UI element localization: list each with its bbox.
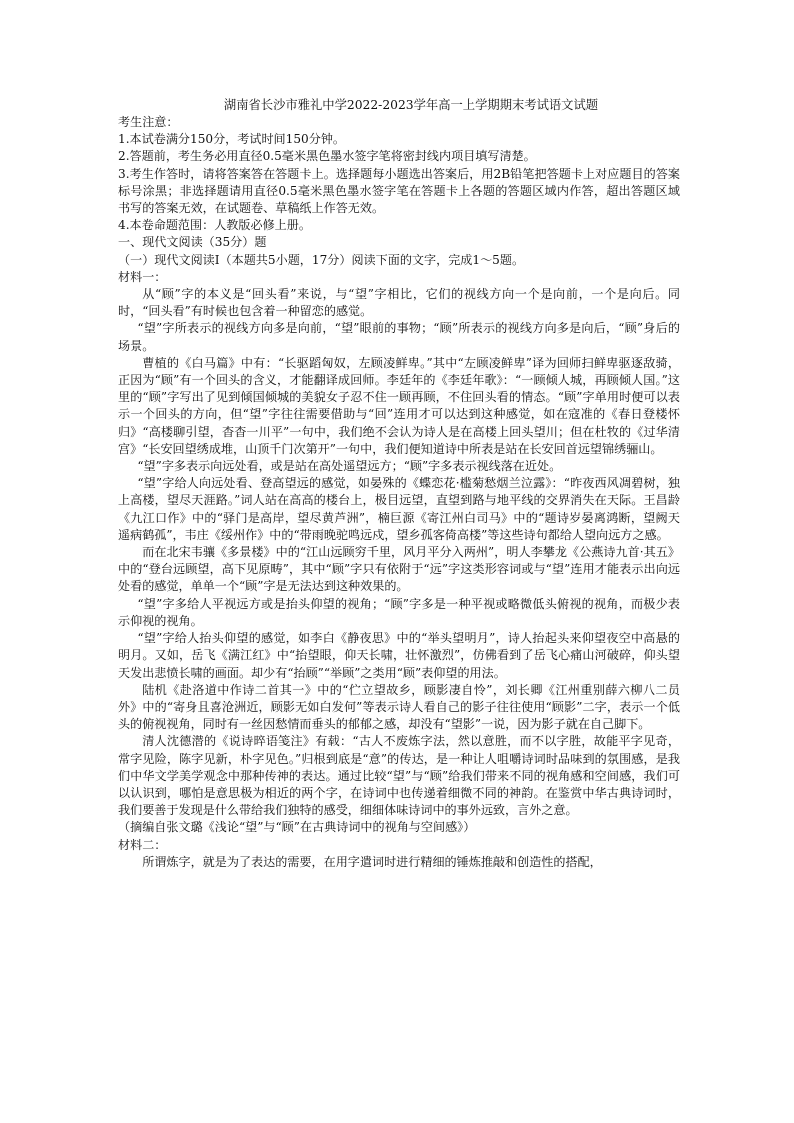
- material-two-label: 材料二：: [118, 837, 167, 852]
- material-one-label: 材料一：: [118, 269, 167, 284]
- paragraph: 从“顾”字的本义是“回头看”来说，与“望”字相比，它们的视线方向一个是向前，一个是向后。同时，“回头看”有时候也包含着一种留恋的感觉。: [118, 287, 680, 319]
- paragraph: “望”字多给人平视远方或是抬头仰望的视角；“顾”字多是一种平视或略微低头俯视的视角，而极少表示仰视的视角。: [118, 596, 680, 628]
- paragraph: 清人沈德潜的《说诗晬语笺注》有载：“古人不废炼字法，然以意胜，而不以字胜，故能平字见奇，常字见险，陈字见新，朴字见色。”归根到底是“意”的传达，是一种让人咀嚼诗词时品味到的氛围感，是我们中华文学美学观念中那种传神的表达。通过比较“望”与“顾”给我们带来不同的视角感和空间感，我们可以认识到，哪怕是意思极为相近的两个字，在诗词中也传递着细微不同的神韵。在鉴赏中华古典诗词时，我们要善于发现是什么带给我们独特的感受，细细体味诗词中的事外远致，言外之意。: [118, 734, 680, 818]
- exam-title: 湖南省长沙市雅礼中学2022-2023学年高一上学期期末考试语文试题: [223, 98, 599, 112]
- paragraph: 曹植的《白马篇》中有：“长驱蹈匈奴，左顾凌鲜卑。”其中“左顾凌鲜卑”译为回师扫鲜卑驱逐敌骑，正因为“顾”有一个回头的含义，才能翻译成回师。李廷年的《李廷年歌》：“一顾倾人城，再顾倾人国。”这里的“顾”字写出了见到倾国倾城的美貌女子忍不住一顾再顾，不住回头看的情态。“顾”字单用时便可以表示一个回头的方向，但“望”字往往需要借助与“回”连用才可以达到这种感觉，如在寇准的《春日登楼怀归》“高楼聊引望，杳杳一川平”一句中，我们绝不会认为诗人是在高楼上回头望川；但在杜牧的《过华清宫》“长安回望绣成堆，山顶千门次第开”一句中，我们便知道诗中所表是站在长安回首远望锦绣骊山。: [118, 355, 680, 456]
- paragraph: 而在北宋韦骧《多景楼》中的“江山远顾穷千里，风月平分入两州”，明人李攀龙《公燕诗九首·其五》中的“登台远顾望，高下见原畴”，其中“顾”字只有依附于“远”字这类形容词或与“望”连用才能表示出向远处看的感觉，单单一个“顾”字是无法达到这种效果的。: [118, 545, 680, 594]
- paragraph: “望”字给人向远处看、登高望远的感觉，如晏殊的《蝶恋花·槛菊愁烟兰泣露》：“昨夜西风凋碧树，独上高楼，望尽天涯路。”词人站在高高的楼台上，极目远望，直望到路与地平线的交界消失在天际。王昌龄《九江口作》中的“驿门是高岸，望尽黄芦洲”，楠巨源《寄江州白司马》中的“题诗岁晏离鸿断，望阙天遥病鹤孤”，韦庄《绥州作》中的“带雨晚驼鸣远戍，望乡孤客倚高楼”等这些诗句都给人望向远方之感。: [118, 476, 680, 542]
- notice-item: 3.考生作答时，请将答案答在答题卡上。选择题每小题选出答案后，用2B铅笔把答题卡上对应题目的答案标号涂黑；非选择题请用直径0.5毫米黑色墨水签字笔在答题卡上各题的答题区域内作答，超出答题区域书写的答案无效，在试题卷、草稿纸上作答无效。: [118, 166, 680, 216]
- notice-item: 2.答题前，考生务必用直径0.5毫米黑色墨水签字笔将密封线内项目填写清楚。: [118, 149, 536, 164]
- paragraph: “望”字多表示向远处看，或是站在高处遥望远方；“顾”字多表示视线落在近处。: [137, 459, 562, 474]
- sub-section-heading: （一）现代文阅读Ⅰ（本题共5小题，17分）阅读下面的文字，完成1～5题。: [118, 252, 525, 267]
- notice-item: 1.本试卷满分150分，考试时间150分钟。: [118, 132, 346, 147]
- notice-heading: 考生注意：: [118, 115, 179, 129]
- paragraph: 所谓炼字，就是为了表达的需要，在用字遣词时进行精细的锤炼推敲和创造性的搭配，: [142, 854, 602, 869]
- section-heading: 一、现代文阅读（35分）题: [118, 235, 267, 250]
- paragraph: 陆机《赴洛道中作诗二首其一》中的“伫立望故乡，顾影凄自怜”，刘长卿《江州重别薛六柳八二员外》中的“寄身且喜沧洲近，顾影无如白发何”等表示诗人看自己的影子往往使用“顾影”二字，表示一个低头的俯视视角，同时有一丝因愁情而垂头的郁郁之感，却没有“望影”一说，因为影子就在自己脚下。: [118, 682, 680, 732]
- source-citation: （摘编自张文璐《浅论“望”与“顾”在古典诗词中的视角与空间感》）: [118, 820, 476, 835]
- exam-page: [118, 96, 680, 871]
- paragraph: “望”字给人抬头仰望的感觉，如李白《静夜思》中的“举头望明月”，诗人抬起头来仰望夜空中高悬的明月。又如，岳飞《满江红》中“抬望眼，仰天长啸，壮怀激烈”，仿佛看到了岳飞心痛山河破碎，仰头望天发出悲愤长啸的画面。却少有“抬顾”“举顾”之类用“顾”表仰望的用法。: [118, 631, 680, 680]
- notice-item: 4.本卷命题范围：人教版必修上册。: [118, 218, 311, 233]
- paragraph: “望”字所表示的视线方向多是向前，“望”眼前的事物；“顾”所表示的视线方向多是向后，“顾”身后的场景。: [118, 321, 680, 353]
